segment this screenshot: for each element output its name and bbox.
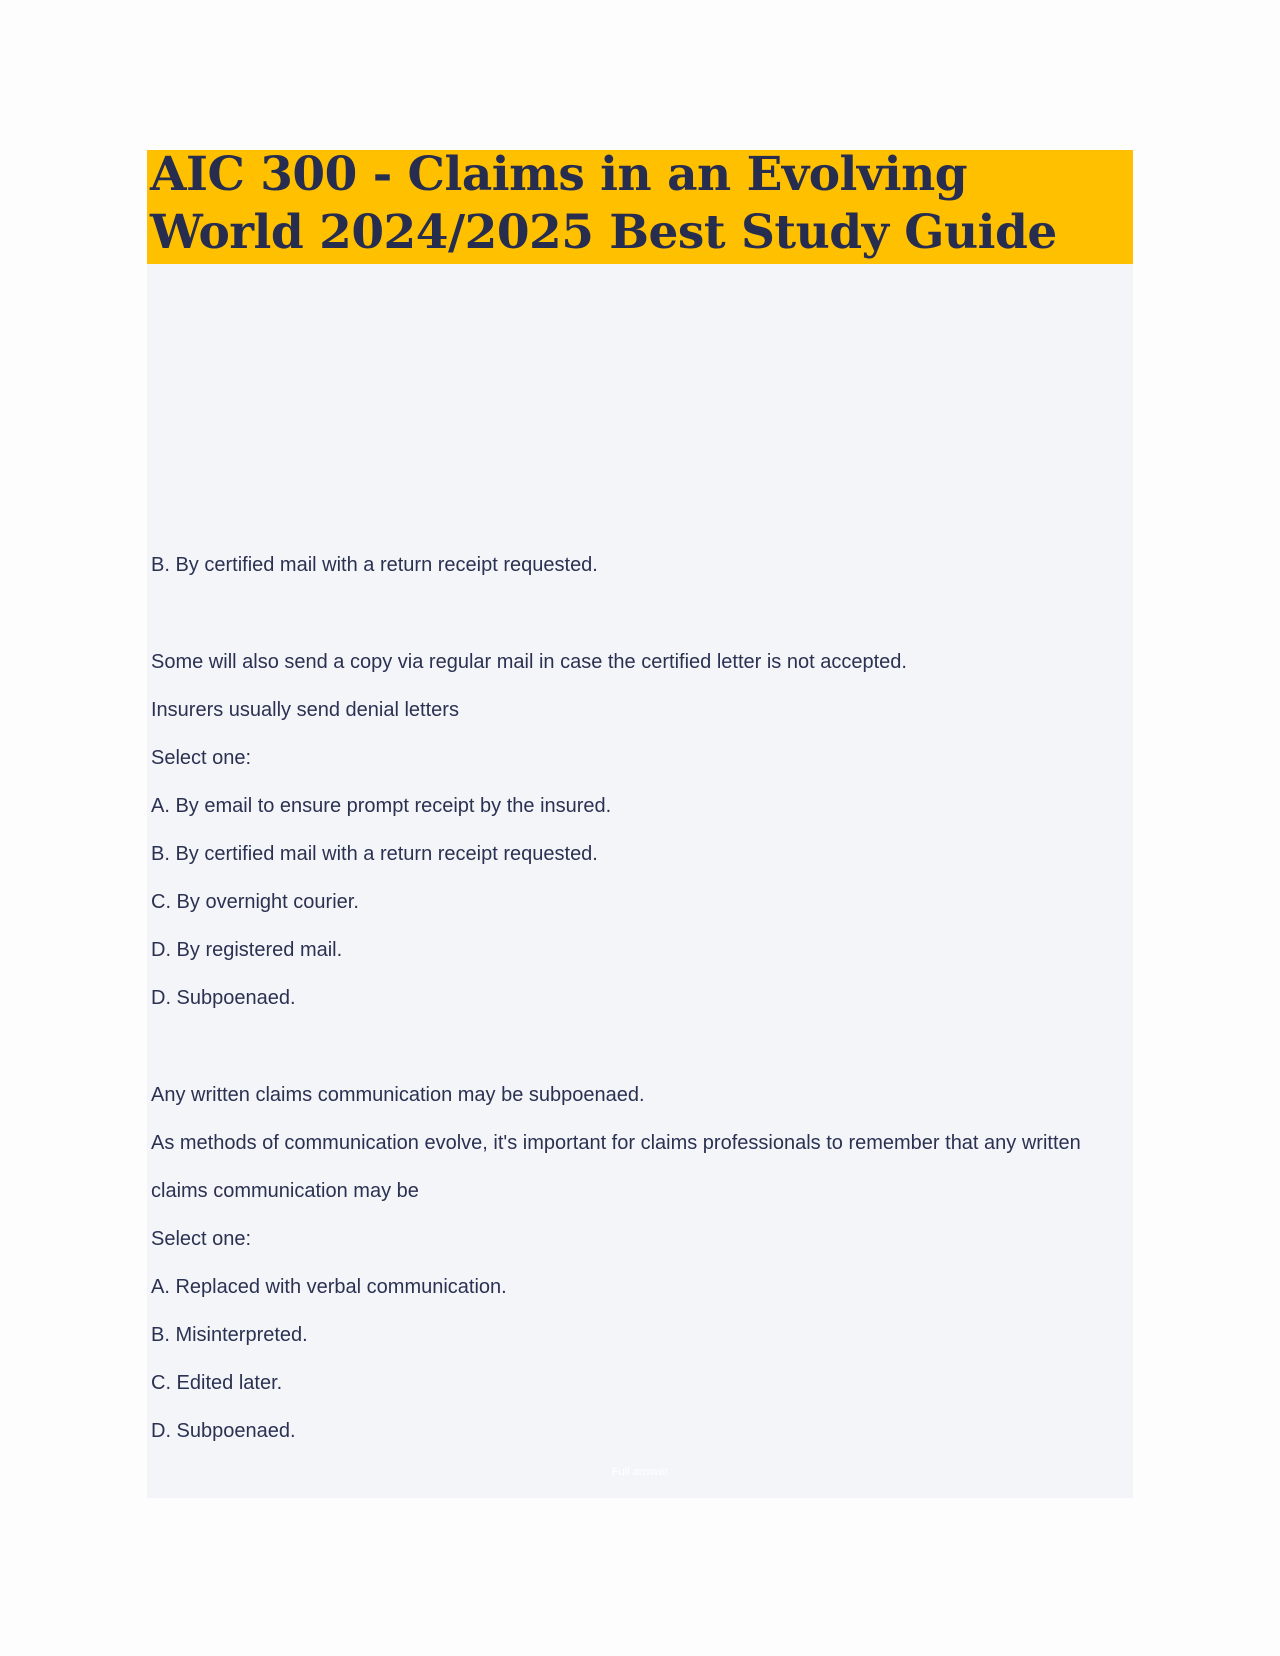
option-d: D. Subpoenaed.	[151, 1420, 296, 1442]
option-c: C. By overnight courier.	[151, 891, 359, 913]
option-d: D. By registered mail.	[151, 939, 343, 961]
option-c: C. Edited later.	[151, 1372, 283, 1394]
option-a: A. By email to ensure prompt receipt by the insured.	[151, 795, 612, 817]
explanation-line: Any written claims communication may be subpoenaed.	[151, 1084, 645, 1106]
option-a: A. Replaced with verbal communication.	[151, 1276, 507, 1298]
footer-watermark: Full answer	[611, 1466, 669, 1478]
document-title: AIC 300 - Claims in an Evolving World 2024/2025 Best Study Guide	[150, 147, 1057, 260]
option-b: B. By certified mail with a return receipt requested.	[151, 843, 598, 865]
answer-line: D. Subpoenaed.	[151, 987, 296, 1009]
answer-line: B. By certified mail with a return receipt requested.	[151, 554, 598, 576]
select-one-line: Select one:	[151, 1228, 252, 1250]
question-line: As methods of communication evolve, it's important for claims professionals to remember that any written	[151, 1132, 1081, 1154]
select-one-line: Select one:	[151, 747, 252, 769]
question-line: Insurers usually send denial letters	[151, 699, 459, 721]
explanation-line: Some will also send a copy via regular mail in case the certified letter is not accepted.	[151, 651, 907, 673]
question-line-continued: claims communication may be	[151, 1180, 419, 1202]
option-b: B. Misinterpreted.	[151, 1324, 308, 1346]
